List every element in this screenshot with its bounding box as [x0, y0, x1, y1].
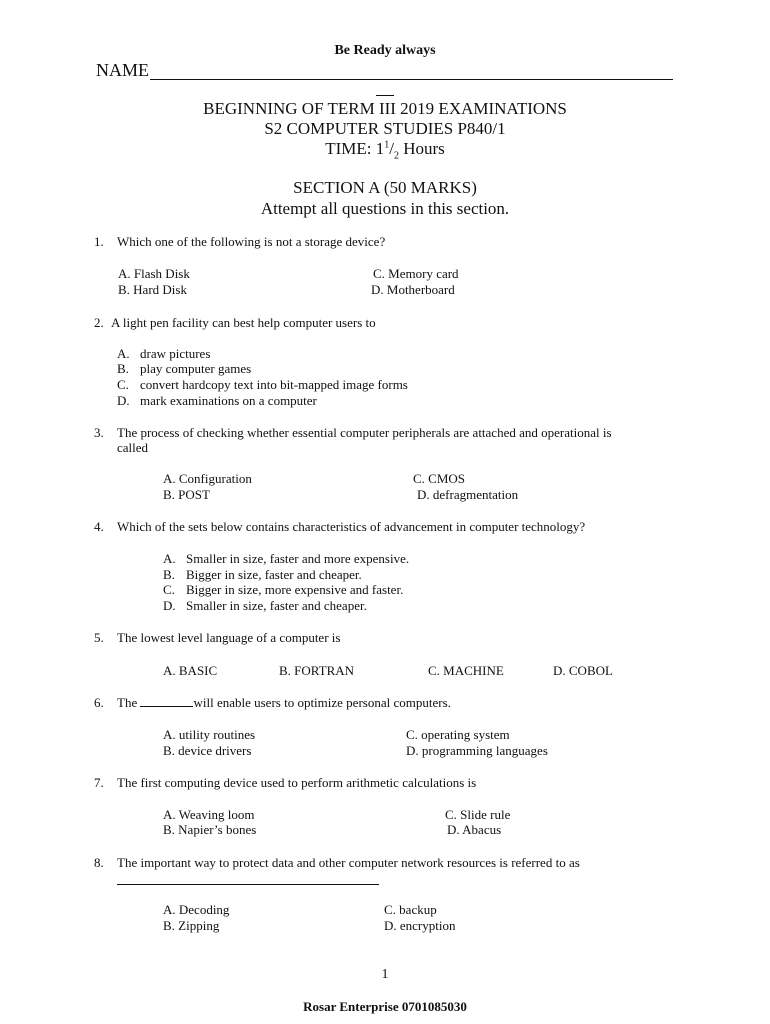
option-c: C. MACHINE — [428, 663, 504, 678]
option-c: C. CMOS — [413, 471, 466, 486]
option-letter: B. — [163, 567, 175, 582]
option-b-text: Bigger in size, faster and cheaper. — [186, 567, 362, 582]
option-d: D. COBOL — [553, 663, 613, 678]
option-a-text: draw pictures — [140, 346, 211, 361]
question-text: The important way to protect data and other computer network resources is referred to as — [117, 855, 580, 870]
section-instruction: Attempt all questions in this section. — [260, 199, 510, 218]
option-letter: D. — [163, 598, 176, 613]
option-a: A. Flash Disk — [118, 266, 190, 281]
option-c-text: Bigger in size, more expensive and faster. — [186, 582, 404, 597]
option-d: D. Motherboard — [371, 282, 455, 297]
time-fraction-numerator: 1 — [384, 139, 390, 151]
option-d-text: mark examinations on a computer — [140, 393, 317, 408]
option-a: A. Weaving loom — [163, 807, 255, 822]
option-a-text: Smaller in size, faster and more expensive. — [186, 551, 410, 566]
option-c-text: convert hardcopy text into bit-mapped image forms — [140, 377, 408, 392]
fill-in-blank[interactable] — [140, 705, 193, 707]
option-d: D. defragmentation — [417, 487, 519, 502]
question-number: 3. — [94, 425, 104, 440]
header-tagline: Be Ready always — [334, 43, 436, 58]
option-c: C. operating system — [406, 727, 510, 742]
option-a: A. Decoding — [163, 902, 230, 917]
question-number: 8. — [94, 855, 104, 870]
question-text: Which of the sets below contains characteristics of advancement in computer technology? — [117, 519, 586, 534]
question-number: 7. — [94, 775, 104, 790]
option-b-text: play computer games — [140, 361, 252, 376]
option-letter: A. — [163, 551, 176, 566]
question-text-continued: called — [117, 440, 149, 455]
time-fraction-denominator: 2 — [393, 150, 399, 162]
option-d: D. Abacus — [447, 822, 502, 837]
option-a: A. utility routines — [163, 727, 256, 742]
option-letter: C. — [163, 582, 175, 597]
question-text: The process of checking whether essential computer peripherals are attached and operational is — [117, 425, 612, 440]
option-c: C. backup — [384, 902, 437, 917]
name-blank-line-continuation — [376, 95, 394, 96]
option-letter: A. — [117, 346, 130, 361]
question-number: 2. — [94, 315, 104, 330]
exam-subject: S2 COMPUTER STUDIES P840/1 — [264, 119, 506, 138]
exam-time — [0, 139, 770, 161]
question-number: 4. — [94, 519, 104, 534]
option-c: C. Slide rule — [445, 807, 511, 822]
option-d: D. encryption — [384, 918, 456, 933]
name-blank-line[interactable] — [150, 79, 673, 80]
option-b: B. Napier’s bones — [163, 822, 257, 837]
question-text: Which one of the following is not a storage device? — [117, 234, 386, 249]
option-b: B. POST — [163, 487, 210, 502]
answer-blank-line[interactable] — [117, 884, 379, 885]
time-prefix: TIME: 1 — [325, 139, 385, 158]
question-text: The lowest level language of a computer is — [117, 630, 341, 645]
exam-title: BEGINNING OF TERM III 2019 EXAMINATIONS — [203, 99, 567, 118]
question-text: A light pen facility can best help computer users to — [111, 315, 376, 330]
option-b: B. Hard Disk — [118, 282, 187, 297]
question-text-end: will enable users to optimize personal computers. — [193, 695, 451, 710]
page-number: 1 — [381, 967, 389, 982]
question-number: 6. — [94, 695, 104, 710]
question-number: 1. — [94, 234, 104, 249]
option-letter: B. — [117, 361, 129, 376]
question-number: 5. — [94, 630, 104, 645]
option-letter: D. — [117, 393, 130, 408]
question-text-start: The — [117, 695, 141, 710]
option-c: C. Memory card — [373, 266, 459, 281]
option-a: A. BASIC — [163, 663, 218, 678]
option-d-text: Smaller in size, faster and cheaper. — [186, 598, 367, 613]
option-b: B. FORTRAN — [279, 663, 355, 678]
option-a: A. Configuration — [163, 471, 252, 486]
question-text — [117, 695, 451, 711]
time-suffix: Hours — [398, 139, 445, 158]
option-b: B. Zipping — [163, 918, 220, 933]
section-heading: SECTION A (50 MARKS) — [293, 178, 477, 197]
option-d: D. programming languages — [406, 743, 548, 758]
option-b: B. device drivers — [163, 743, 252, 758]
time-fraction-slash: / — [389, 139, 394, 158]
question-text: The first computing device used to perform arithmetic calculations is — [117, 775, 477, 790]
name-label: NAME — [96, 60, 149, 80]
footer-publisher: Rosar Enterprise 0701085030 — [303, 999, 467, 1014]
option-letter: C. — [117, 377, 129, 392]
